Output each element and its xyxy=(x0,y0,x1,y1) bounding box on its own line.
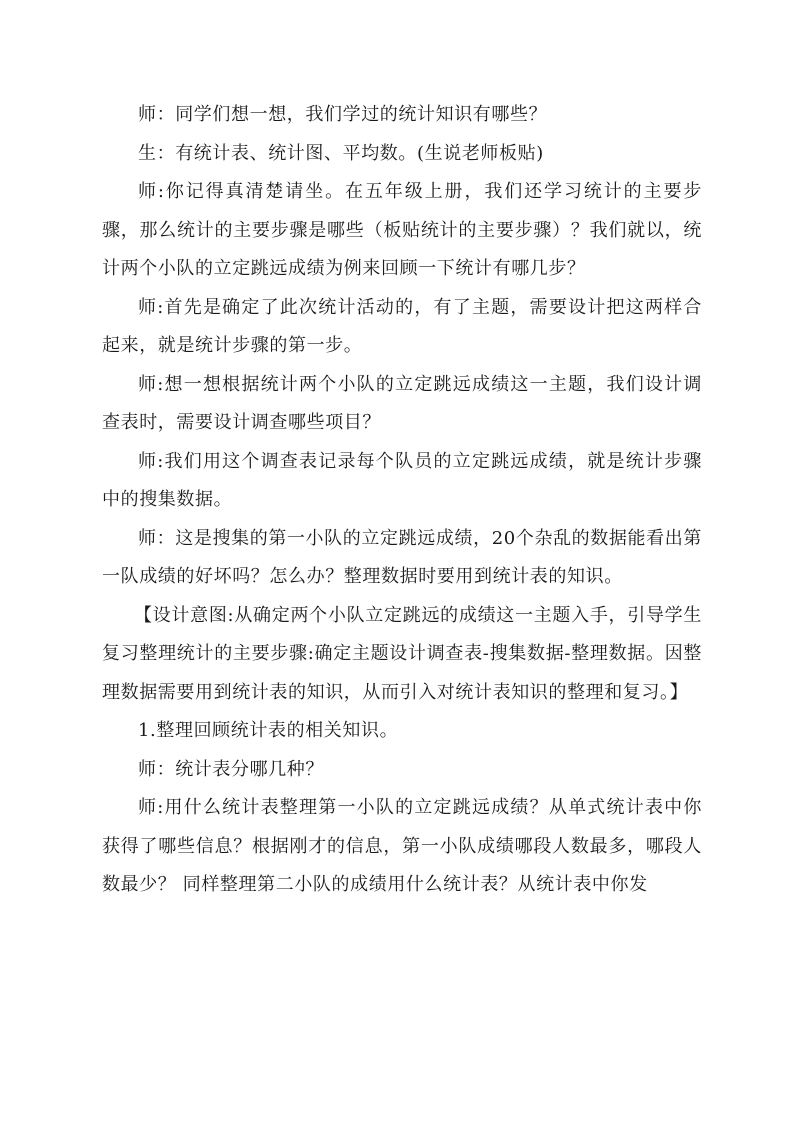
paragraph-teacher-collect-data: 师:我们用这个调查表记录每个队员的立定跳远成绩，就是统计步骤中的搜集数据。 xyxy=(102,450,702,510)
paragraph-teacher-question-1: 师：同学们想一想，我们学过的统计知识有哪些？ xyxy=(138,104,548,125)
paragraph-student-answer: 生：有统计表、统计图、平均数。(生说老师板贴) xyxy=(138,142,544,164)
paragraph-design-intent: 【设计意图:从确定两个小队立定跳远的成绩这一主题入手，引导学生复习整理统计的主要步骤:确定主题设计调查表-搜集数据-整理数据。因整理数据需要用到统计表的知识，从而引入对统计表知识的整理和复习。】 xyxy=(102,604,702,703)
paragraph-teacher-organize-data: 师：这是搜集的第一小队的立定跳远成绩，20个杂乱的数据能看出第一队成绩的好坏吗？怎么办？整理数据时要用到统计表的知识。 xyxy=(102,527,702,587)
paragraph-teacher-first-step: 师:首先是确定了此次统计活动的，有了主题，需要设计把这两样合起来，就是统计步骤的第一步。 xyxy=(102,296,702,356)
document-body xyxy=(102,96,702,905)
paragraph-teacher-steps: 师:你记得真清楚请坐。在五年级上册，我们还学习统计的主要步骤，那么统计的主要步骤是哪些（板贴统计的主要步骤）？我们就以，统计两个小队的立定跳远成绩为例来回顾一下统计有哪几步？ xyxy=(102,181,702,279)
paragraph-section-heading: 1.整理回顾统计表的相关知识。 xyxy=(138,720,399,741)
paragraph-teacher-single-table: 师:用什么统计表整理第一小队的立定跳远成绩？从单式统计表中你获得了哪些信息？根据刚才的信息，第一小队成绩哪段人数最多，哪段人数最少？ 同样整理第二小队的成绩用什么统计表？从统计表中你发 xyxy=(102,797,702,895)
paragraph-teacher-survey-design: 师:想一想根据统计两个小队的立定跳远成绩这一主题，我们设计调查表时，需要设计调查哪些项目？ xyxy=(102,373,702,433)
paragraph-teacher-table-types: 师：统计表分哪几种？ xyxy=(138,758,324,780)
